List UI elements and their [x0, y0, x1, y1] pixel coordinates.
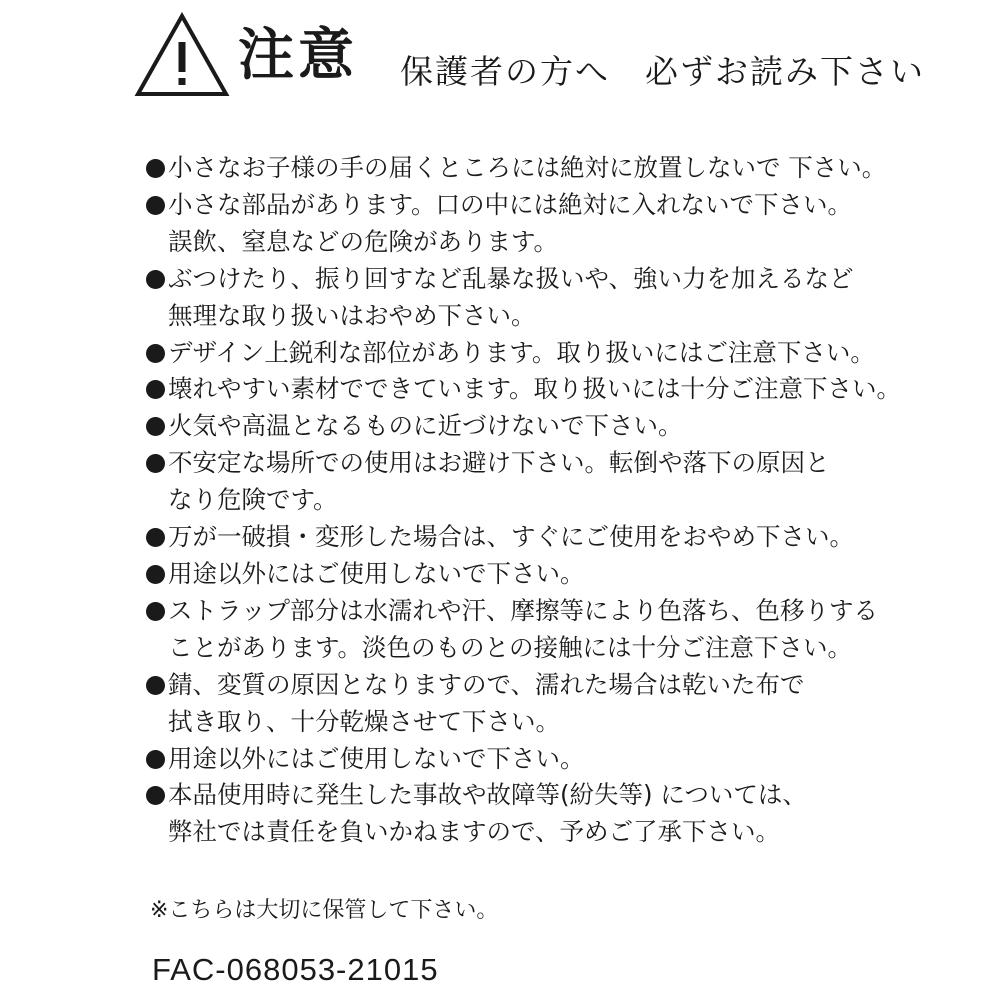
caution-item — [146, 445, 906, 519]
caution-item-text: 本品使用時に発生した事故や故障等(紛失等) については、 — [168, 780, 807, 810]
bullet-icon — [146, 676, 165, 695]
bullet-icon — [146, 528, 165, 547]
bullet-icon — [146, 270, 165, 289]
caution-item-text: 不安定な場所での使用はお避け下さい。転倒や落下の原因と — [168, 448, 830, 478]
caution-item — [146, 408, 906, 445]
bullet-icon — [146, 565, 165, 584]
warning-header — [134, 8, 934, 100]
caution-item-text: 拭き取り、十分乾燥させて下さい。 — [168, 706, 560, 736]
bullet-icon — [146, 380, 165, 399]
bullet-icon — [146, 417, 165, 436]
caution-item-text: ことがあります。淡色のものとの接触には十分ご注意下さい。 — [168, 632, 853, 662]
caution-item-text: ストラップ部分は水濡れや汗、摩擦等により色落ち、色移りする — [168, 595, 879, 625]
caution-item-text: 弊社では責任を負いかねますので、予めご了承下さい。 — [168, 817, 781, 847]
warning-triangle-icon — [134, 12, 230, 98]
caution-item — [146, 777, 906, 851]
storage-note: ※こちらは大切に保管して下さい。 — [150, 898, 499, 923]
caution-item-text: ぶつけたり、振り回すなど乱暴な扱いや、強い力を加えるなど — [168, 263, 854, 293]
caution-item-text: 用途以外にはご使用しないで下さい。 — [168, 558, 585, 588]
warning-subtitle: 保護者の方へ 必ずお読み下さい — [400, 52, 925, 91]
bullet-icon — [146, 750, 165, 769]
caution-item — [146, 335, 906, 372]
caution-item — [146, 150, 906, 187]
caution-item-text: 無理な取り扱いはおやめ下さい。 — [168, 300, 536, 330]
caution-item — [146, 593, 906, 667]
caution-item-text: 誤飲、窒息などの危険があります。 — [168, 226, 559, 256]
bullet-icon — [146, 344, 165, 363]
caution-item-text: 小さな部品があります。口の中には絶対に入れないで下さい。 — [168, 189, 853, 219]
caution-item — [146, 741, 906, 778]
caution-item — [146, 371, 906, 408]
bullet-icon — [146, 602, 165, 621]
caution-item — [146, 261, 906, 335]
caution-item-text: 小さなお子様の手の届くところには絶対に放置しないで 下さい。 — [168, 153, 887, 182]
caution-item-text: デザイン上鋭利な部位があります。取り扱いにはご注意下さい。 — [168, 337, 875, 367]
caution-item-text: 錆、変質の原因となりますので、濡れた場合は乾いた布で — [168, 669, 805, 699]
caution-item-text: 万が一破損・変形した場合は、すぐにご使用をおやめ下さい。 — [168, 522, 854, 552]
caution-item-text: 用途以外にはご使用しないで下さい。 — [168, 743, 585, 773]
product-code: FAC-068053-21015 — [152, 952, 439, 987]
caution-item — [146, 667, 906, 741]
bullet-icon — [146, 159, 165, 178]
caution-list — [146, 150, 906, 851]
caution-item — [146, 556, 906, 593]
caution-item-text: 火気や高温となるものに近づけないで下さい。 — [168, 411, 683, 441]
bullet-icon — [146, 786, 165, 805]
caution-item — [146, 519, 906, 556]
caution-item-text: なり危険です。 — [168, 485, 338, 515]
warning-title: 注意 — [238, 23, 358, 88]
caution-item-text: 壊れやすい素材でできています。取り扱いには十分ご注意下さい。 — [168, 374, 902, 404]
bullet-icon — [146, 454, 165, 473]
caution-item — [146, 187, 906, 261]
bullet-icon — [146, 196, 165, 215]
